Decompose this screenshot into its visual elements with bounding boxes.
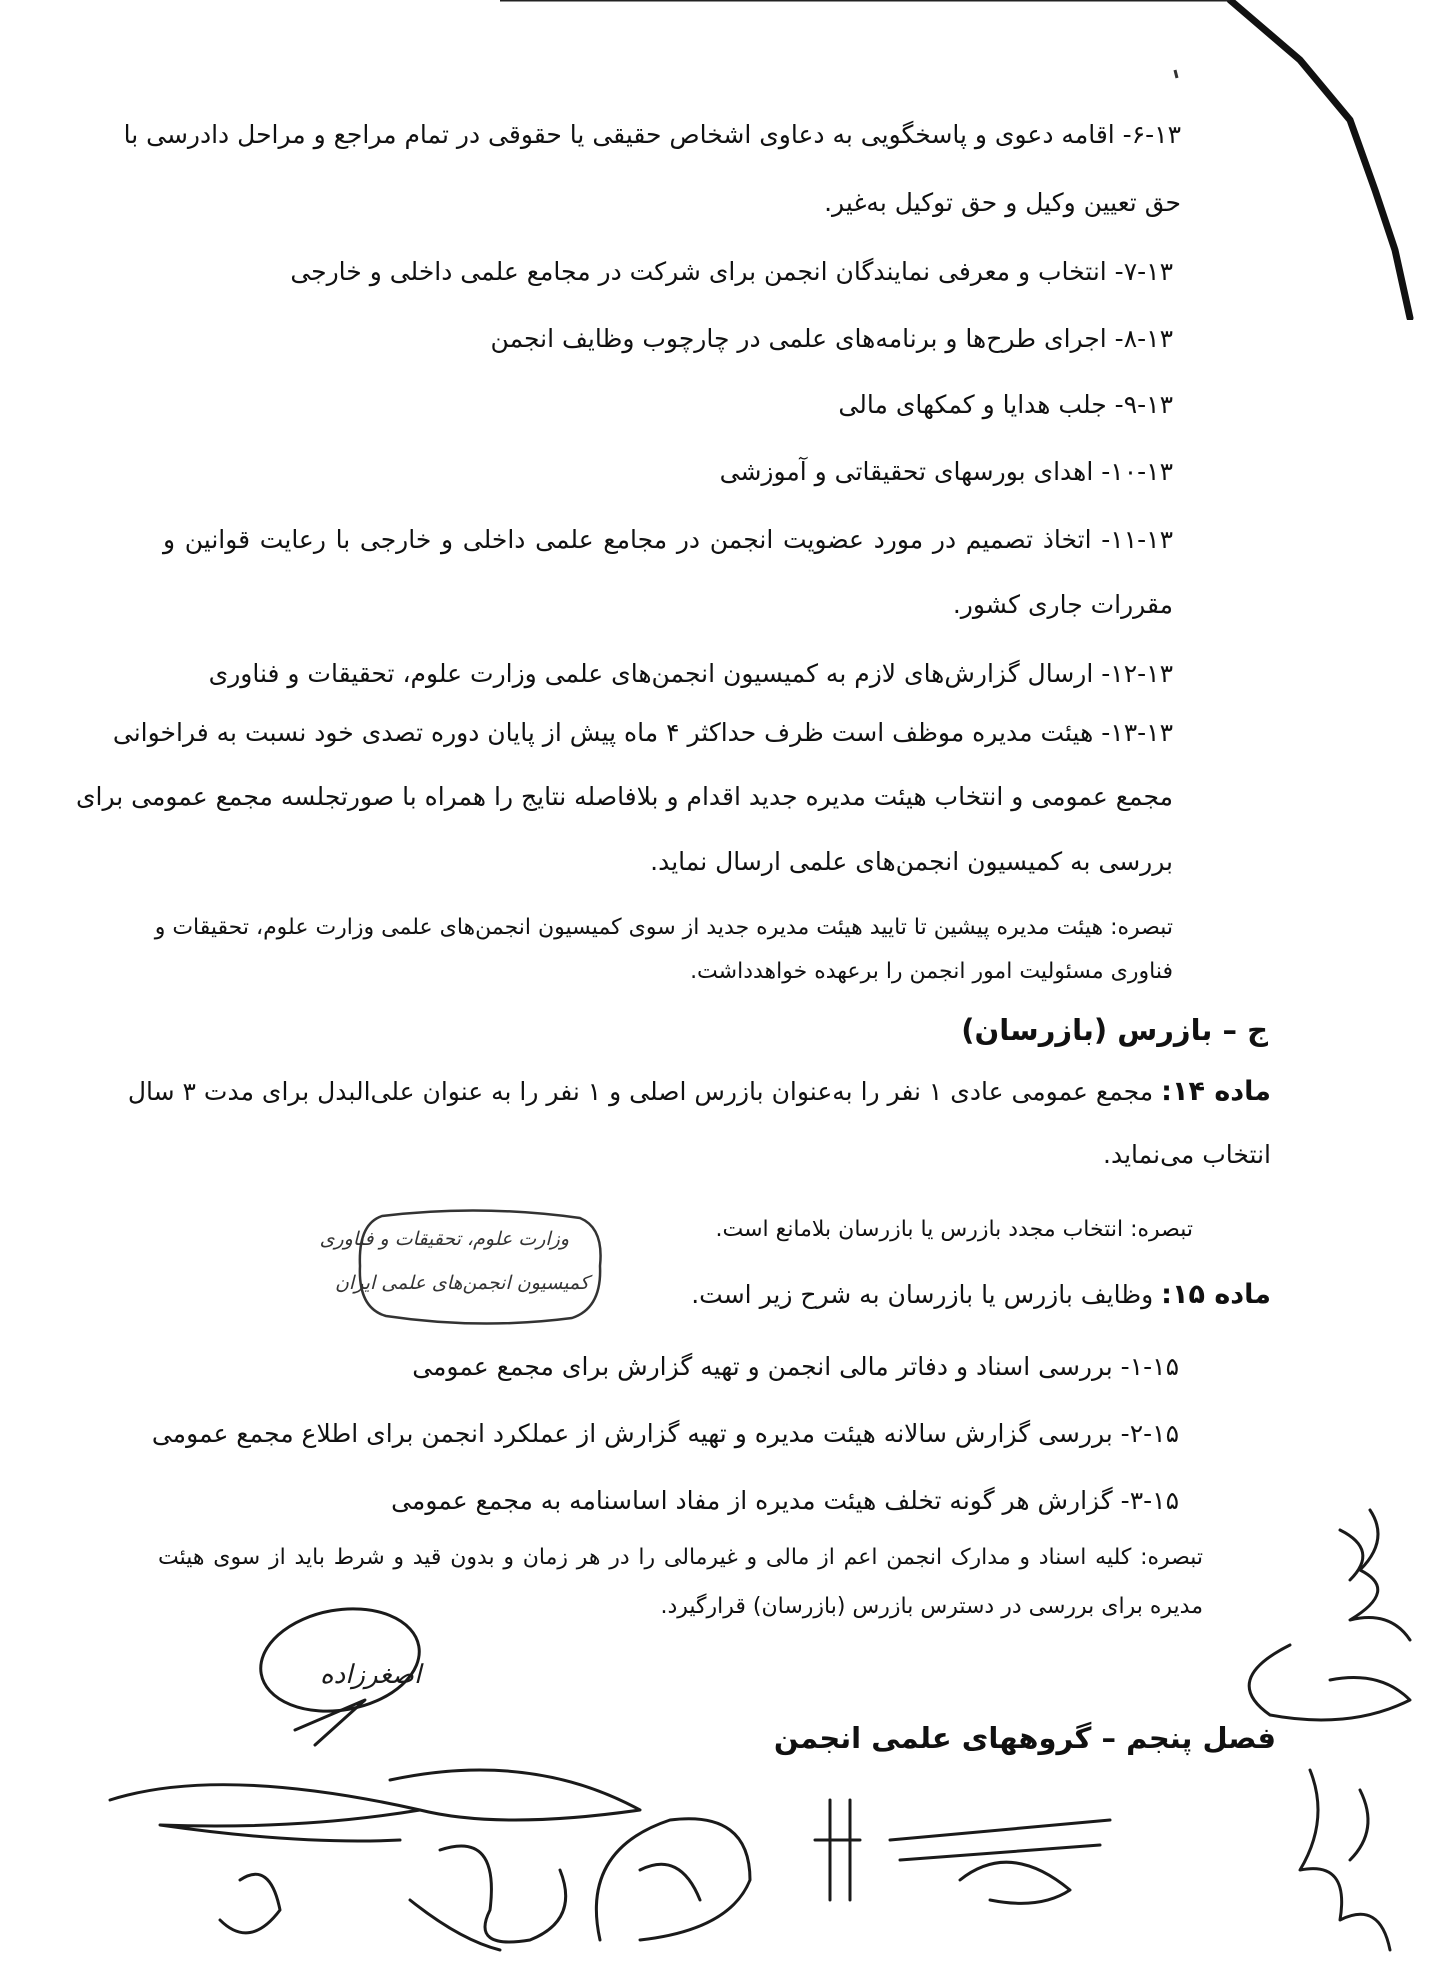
article-15-note-line1: تبصره: کلیه اسناد و مدارک انجمن اعم از مالی و غیرمالی را در هر زمان و بدون قید و شرط باید از سوی هیئت [158, 1545, 1203, 1570]
chapter-5-heading: فصل پنجم – گروههای علمی انجمن [773, 1721, 1276, 1755]
item-13-6-line2: حق تعیین وکیل و حق توکیل به‌غیر. [824, 188, 1181, 217]
stamp-line2: کمیسیون انجمن‌های علمی ایران [334, 1272, 589, 1294]
item-13-11-line1: ۱۱-۱۳- اتخاذ تصمیم در مورد عضویت انجمن در مجامع علمی داخلی و خارجی با رعایت قوانین و [163, 525, 1173, 554]
item-13-13-line2: مجمع عمومی و انتخاب هیئت مدیره جدید اقدام و بلافاصله نتایج را همراه با صورتجلسه مجمع عمومی برای [75, 782, 1173, 811]
signature-4 [1290, 1760, 1410, 1960]
article-15-text: وظایف بازرس یا بازرسان به شرح زیر است. [691, 1280, 1154, 1309]
item-13-6-line1: ۶-۱۳- اقامه دعوی و پاسخگویی به دعاوی اشخاص حقیقی یا حقوقی در تمام مراجع و مراحل دادرسی با [123, 120, 1181, 149]
article-15-note-line2: مدیره برای بررسی در دسترس بازرس (بازرسان) قرارگیرد. [660, 1594, 1203, 1619]
stamp-border [352, 1208, 607, 1326]
item-13-9: ۹-۱۳- جلب هدایا و کمکهای مالی [838, 390, 1173, 419]
signature-7 [580, 1790, 770, 1950]
article-14-text: مجمع عمومی عادی ۱ نفر را به‌عنوان بازرس اصلی و ۱ نفر را به عنوان علی‌البدل برای مدت ۳ سال [127, 1077, 1154, 1106]
article-15-label: ماده ۱۵: [1161, 1279, 1271, 1310]
official-stamp [319, 1208, 607, 1326]
item-13-13-line3: بررسی به کمیسیون انجمن‌های علمی ارسال نماید. [650, 847, 1173, 876]
section-c-heading: ج – بازرس (بازرسان) [961, 1013, 1268, 1047]
item-13-13-line1: ۱۳-۱۳- هیئت مدیره موظف است ظرف حداکثر ۴ ماه پیش از پایان دوره تصدی خود نسبت به فراخوانی [112, 718, 1173, 747]
signature-2 [1330, 1500, 1420, 1660]
signature-8 [810, 1780, 1120, 1920]
item-13-7: ۷-۱۳- انتخاب و معرفی نمایندگان انجمن برای شرکت در مجامع علمی داخلی و خارجی [290, 257, 1173, 286]
signature-1-caption: اصغرزاده [320, 1660, 422, 1690]
item-13-8: ۸-۱۳- اجرای طرح‌ها و برنامه‌های علمی در چارچوب وظایف انجمن [490, 324, 1173, 353]
stamp-line1: وزارت علوم، تحقیقات و فناوری [319, 1228, 569, 1250]
item-13-10: ۱۰-۱۳- اهدای بورسهای تحقیقاتی و آموزشی [719, 457, 1173, 486]
article-15-line [691, 1278, 1271, 1312]
article-15-item-1: ۱-۱۵- بررسی اسناد و دفاتر مالی انجمن و تهیه گزارش برای مجمع عمومی [412, 1352, 1179, 1381]
item-13-11-line2: مقررات جاری کشور. [952, 590, 1173, 619]
note-board-line2: فناوری مسئولیت امور انجمن را برعهده خواهدداشت. [690, 959, 1173, 984]
article-14-label: ماده ۱۴: [1161, 1076, 1271, 1107]
article-15-item-2: ۲-۱۵- بررسی گزارش سالانه هیئت مدیره و تهیه گزارش از عملکرد انجمن برای اطلاع مجمع عمومی [151, 1419, 1179, 1448]
item-13-12: ۱۲-۱۳- ارسال گزارش‌های لازم به کمیسیون انجمن‌های علمی وزارت علوم، تحقیقات و فناوری [208, 659, 1173, 688]
article-15-item-3: ۳-۱۵- گزارش هر گونه تخلف هیئت مدیره از مفاد اساسنامه به مجمع عمومی [391, 1486, 1179, 1515]
article-14-line2: انتخاب می‌نماید. [1103, 1140, 1271, 1169]
article-14-line1 [127, 1075, 1271, 1109]
signature-3 [1230, 1640, 1420, 1730]
note-board-line1: تبصره: هیئت مدیره پیشین تا تایید هیئت مدیره جدید از سوی کمیسیون انجمن‌های علمی وزارت علوم، تحقیقات و [154, 915, 1173, 940]
article-14-note: تبصره: انتخاب مجدد بازرس یا بازرسان بلامانع است. [715, 1217, 1193, 1242]
